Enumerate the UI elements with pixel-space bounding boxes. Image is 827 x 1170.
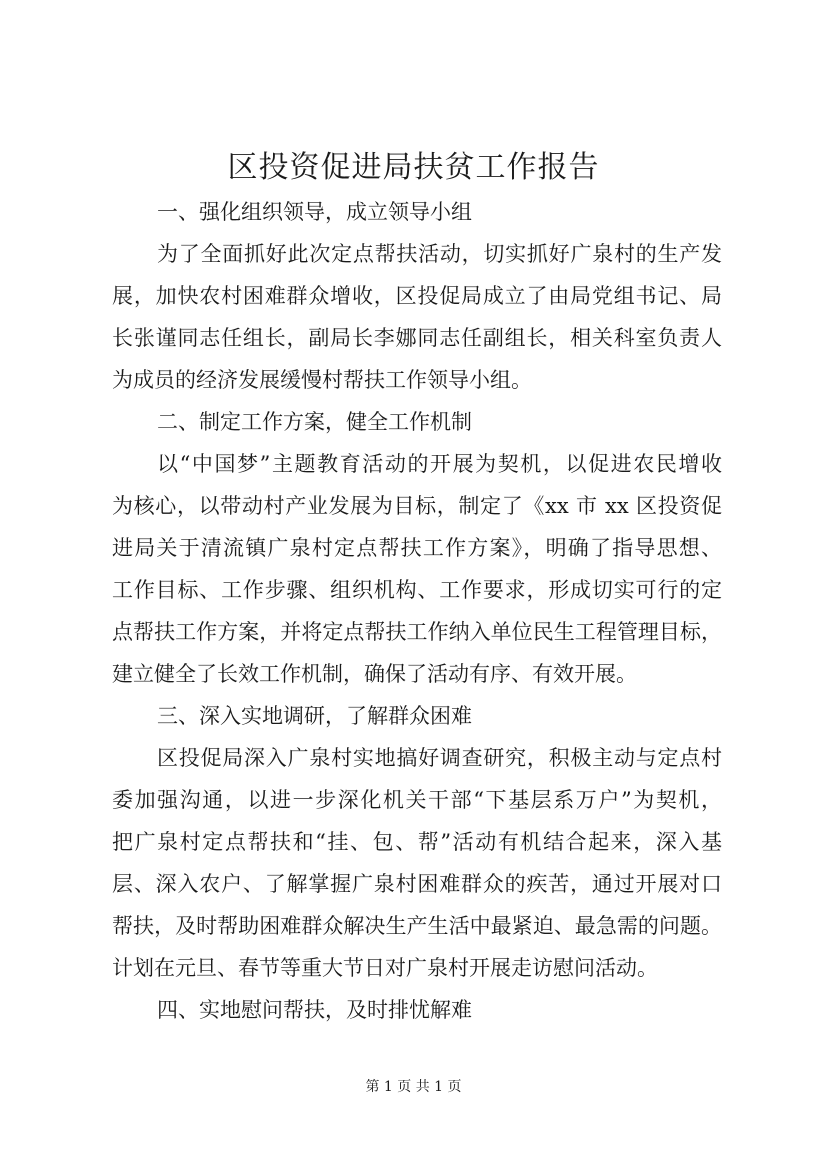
paragraph-line: 层、深入农户、了解掌握广泉村困难群众的疾苦，通过开展对口	[112, 872, 722, 896]
paragraph-line: 计划在元旦、春节等重大节日对广泉村开展走访慰问活动。	[112, 956, 658, 980]
section-heading-2: 二、制定工作方案，健全工作机制	[157, 410, 472, 434]
section-heading-4: 四、实地慰问帮扶，及时排忧解难	[157, 998, 472, 1022]
paragraph-line: 为成员的经济发展缓慢村帮扶工作领导小组。	[112, 368, 532, 392]
paragraph-line: 长张谨同志任组长，副局长李娜同志任副组长，相关科室负责人	[112, 326, 722, 350]
paragraph-line: 以“中国梦”主题教育活动的开展为契机，以促进农民增收	[157, 452, 722, 476]
section-heading-3: 三、深入实地调研，了解群众困难	[157, 704, 472, 728]
paragraph-line: 帮扶，及时帮助困难群众解决生产生活中最紧迫、最急需的问题。	[112, 914, 722, 938]
paragraph-line: 为了全面抓好此次定点帮扶活动，切实抓好广泉村的生产发	[157, 242, 722, 266]
section-heading-1: 一、强化组织领导，成立领导小组	[157, 200, 472, 224]
paragraph-line: 进局关于清流镇广泉村定点帮扶工作方案》，明确了指导思想、	[112, 536, 722, 560]
paragraph-line: 为核心，以带动村产业发展为目标，制定了《xx 市 xx 区投资促	[112, 494, 722, 518]
document-title: 区投资促进局扶贫工作报告	[227, 150, 600, 185]
paragraph-line: 区投促局深入广泉村实地搞好调查研究，积极主动与定点村	[157, 746, 722, 770]
paragraph-line: 把广泉村定点帮扶和“挂、包、帮”活动有机结合起来，深入基	[112, 830, 722, 854]
paragraph-line: 工作目标、工作步骤、组织机构、工作要求，形成切实可行的定	[112, 578, 722, 602]
paragraph-line: 委加强沟通，以进一步深化机关干部“下基层系万户”为契机，	[112, 788, 722, 812]
paragraph-line: 建立健全了长效工作机制，确保了活动有序、有效开展。	[112, 662, 637, 686]
paragraph-line: 展，加快农村困难群众增收，区投促局成立了由局党组书记、局	[112, 284, 722, 308]
page-footer: 第 1 页 共 1 页	[365, 1079, 462, 1095]
paragraph-line: 点帮扶工作方案，并将定点帮扶工作纳入单位民生工程管理目标，	[112, 620, 722, 644]
